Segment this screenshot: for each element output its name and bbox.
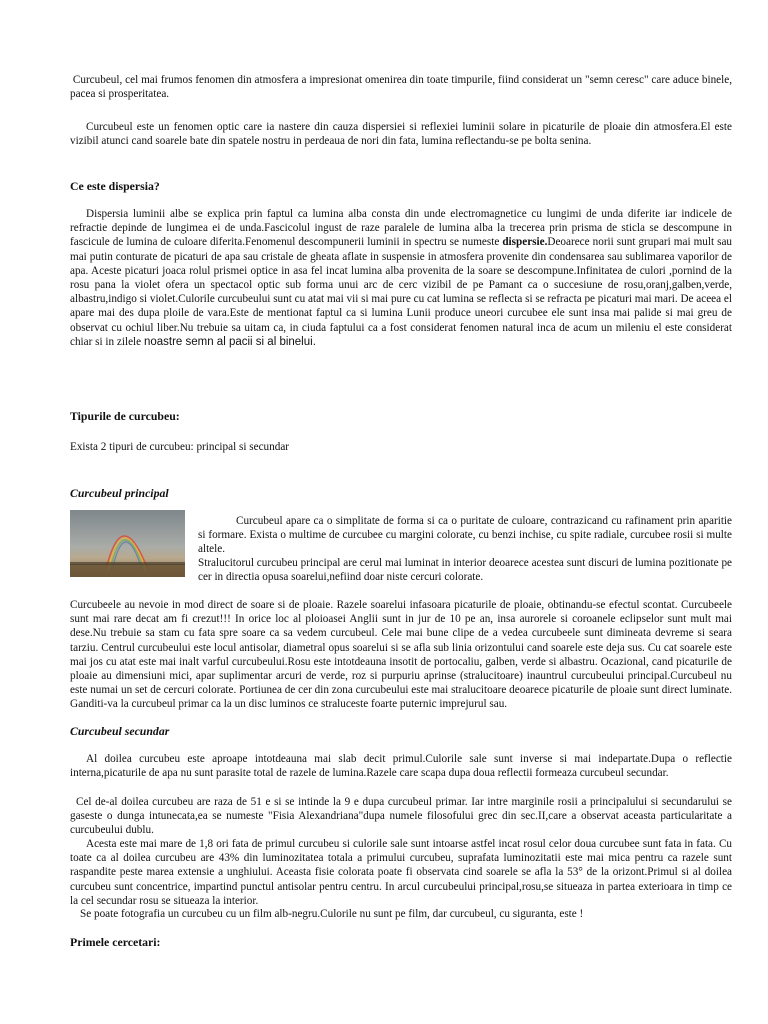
primary-paragraph-1: Curcubeul apare ca o simplitate de forma si ca o puritate de culoare, contrazicand cu rafinament prin aparitie si formare. Exista o multime de curcubee cu margini colorate, cu benzi inchise, cu spite radiale, curcubee rosii si multe altele.	[198, 515, 732, 556]
research-heading: Primele cercetari:	[70, 935, 161, 949]
types-heading: Tipurile de curcubeu:	[70, 409, 180, 423]
dispersion-paragraph	[70, 207, 732, 349]
secondary-heading: Curcubeul secundar	[70, 724, 170, 738]
dispersion-term: dispersie.	[502, 236, 548, 249]
rainbow-photo	[70, 510, 185, 577]
intro-text-2: Curcubeul este un fenomen optic care ia nastere din cauza dispersiei si reflexiei luminii solare in picaturile de ploaie din atmosfera.El este vizibil atunci cand soarele bate din spatele nostru in perdeaua de nori din fata, lumina reflectandu-se pe bolta senina.	[70, 121, 732, 148]
secondary-paragraph-4: Se poate fotografia un curcubeu cu un film alb-negru.Culorile nu sunt pe film, dar curcubeul, cu siguranta, este !	[80, 908, 584, 920]
secondary-paragraph-2: Cel de-al doilea curcubeu are raza de 51 e si se intinde la 9 e dupa curcubeul primar. Iar intre marginile rosii a principalului si secundarului se gaseste o dunga intunecata,ea se numeste "Fisia Alexandriana"dupa numele filosofului grec din sec.II,care a observat aceasta particularitate a curcubeului dublu.	[70, 796, 732, 837]
dispersion-text-a: Dispersia luminii albe se explica prin faptul ca lumina alba consta din unde electromagnetice cu lungimi de unda diferite iar indicele de refractie depinde de lungimea ei de unda.Fascicolul ingust de raze paralele de lumina alba la trecerea prin prisma de sticla se descompune in fascicule de lumina de culoare diferita.Fenomenul descompunerii luminii in spectru se numeste	[70, 208, 732, 249]
types-text: Exista 2 tipuri de curcubeu: principal si secundar	[70, 441, 290, 453]
primary-paragraph-2-wrap: Stralucitorul curcubeu principal are cerul mai luminat in interior deoarece acestea sunt discuri de lumina pozitionate pe cer in directia opusa soarelui,nefiind doar niste cercuri colorate.	[198, 557, 732, 584]
dispersion-text-b: Deoarece norii sunt grupari mai mult sau mai putin conturate de picaturi de apa sau cristale de gheata aflate in suspensie in atmosfera provenite din condensarea sau sublimarea vaporilor de apa. Aceste picaturi joaca rolul prismei optice in asa fel incat lumina alba provenita de la soare se descompune.Infinitatea de culori ,pornind de la rosu pana la violet ofera un spectacol optic sub forma unui arc de cerc vizibil de pe Pamant ca o succesiune de rosu,oranj,galben,verde, albastru,indigo si violet.Culorile curcubeului sunt cu atat mai vii si mai pure cu cat lumina se reflecta si se refracta pe picaturi mai mari. De aceea el apare mai des dupa ploile de vara.Este de mentionat faptul ca si lumina Lunii produce uneori curcubee ele sunt insa mai palide si mai greu de observat cu ochiul liber.Nu trebuie sa uitam ca, in ciuda faptului ca a fost considerat fenomen natural inca de acum un mileniu el este considerat chiar si in zilele	[70, 236, 733, 348]
primary-paragraph-2-full: Curcubeele au nevoie in mod direct de soare si de ploaie. Razele soarelui infasoara picaturile de ploaie, obtinandu-se efectul scontat. Curcubeele sunt mai rare decat am fi crezut!!! In orice loc al ploioasei Anglii sunt in jur de 10 pe an, insa aurorele si coroanele eclipselor sunt mult mai dese.Nu trebuie sa stam cu fata spre soare ca sa vedem curcubeul. Cele mai bune clipe de a vedea curcubeele sunt dimineata devreme si seara tarziu. Centrul curcubeului este locul antisolar, diametral opus soarelui si se afla sub linia orizontului cand soarele este deja sus. Cu cat soarele este mai jos cu atat este mai inalt varful curcubeului.Rosu este intotdeauna insotit de portocaliu, galben, verde si albastru. Ocazional, cand picaturile de ploaie au dimensiuni mici, apar suplimentar arcuri de verde, roz si purpuriu aprinse (stralucitoare) inauntrul curcubeului principal.Curcubeul nu este numai un set de cercuri colorate. Portiunea de cer din zona curcubeului este mai stralucitoare deoarece picaturile de ploaie sunt direct luminate. Ganditi-va la curcubeul primar ca la un disc luminos ce straluceste foarte puternic imprejurul sau.	[70, 599, 732, 711]
intro-paragraph-2	[70, 120, 732, 148]
rainbow-landscape-icon	[70, 510, 185, 577]
dispersion-heading: Ce este dispersia?	[70, 179, 160, 193]
secondary-paragraph-1: Al doilea curcubeu este aproape intotdeauna mai slab decit primul.Culorile sale sunt inverse si mai indepartate.Dupa o reflectie interna,picaturile de apa nu sunt parasite total de razele de lumina.Razele care scapa dupa doua reflectii formeaza curcubeul secundar.	[70, 753, 732, 780]
secondary-paragraph-3: Acesta este mai mare de 1,8 ori fata de primul curcubeu si culorile sale sunt intoarse astfel incat rosul celor doua curcubee sunt fata in fata. Cu toate ca al doilea curcubeu are 43% din luminozitatea totala a primului curcubeu, suprafata luminozitatii este mai mica pentru ca razele sunt raspandite peste marea extensie a unghiului. Aceasta fisie colorata poate fi observata cind soarele se afla la 53° de la orizont.Primul si al doilea curcubeu sunt concentrice, impartind punctul antisolar pentru centru. In arcul curcubeului principal,rosu,se situeaza in partea exterioara in timp ce la cel secundar rosu se situeaza la interior.	[70, 838, 732, 907]
primary-heading: Curcubeul principal	[70, 486, 169, 500]
dispersion-text-c: noastre semn al pacii si al binelui.	[143, 335, 316, 348]
intro-text-1: Curcubeul, cel mai frumos fenomen din atmosfera a impresionat omenirea din toate timpurile, fiind considerat un "semn ceresc" care aduce binele, pacea si prosperitatea.	[70, 74, 732, 101]
intro-paragraph-1	[70, 73, 732, 101]
